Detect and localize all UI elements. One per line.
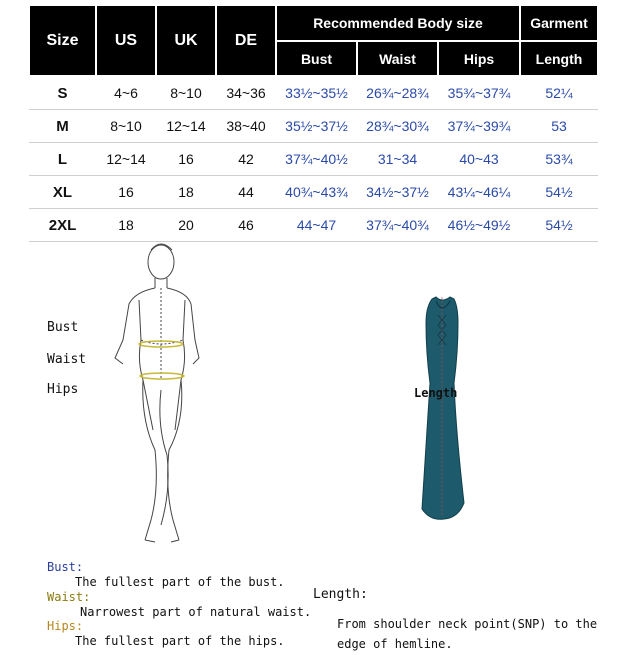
length-term: Length: [313,587,368,602]
cell-us: 12~14 [96,143,156,176]
cell-uk: 12~14 [156,110,216,143]
cell-us: 16 [96,176,156,209]
cell-hips: 35¾~37¾ [438,76,520,110]
cell-de: 38~40 [216,110,276,143]
cell-hips: 43¼~46¼ [438,176,520,209]
cell-us: 18 [96,209,156,242]
cell-hips: 40~43 [438,143,520,176]
cell-waist: 31~34 [357,143,438,176]
table-row [29,176,598,209]
hips-label: Hips [47,382,79,397]
cell-size: L [29,143,96,176]
header-uk: UK [156,5,216,76]
cell-uk: 20 [156,209,216,242]
cell-bust: 33½~35½ [276,76,357,110]
header-hips: Hips [438,41,520,76]
cell-bust: 35½~37½ [276,110,357,143]
table-row [29,143,598,176]
cell-length: 54½ [520,209,598,242]
waist-definition [47,590,311,619]
cell-us: 4~6 [96,76,156,110]
length-description-line-1: From shoulder neck point(SNP) to the [337,617,598,631]
header-bust: Bust [276,41,357,76]
cell-uk: 18 [156,176,216,209]
hips-description: The fullest part of the hips. [75,634,285,648]
cell-de: 34~36 [216,76,276,110]
cell-length: 54½ [520,176,598,209]
cell-hips: 37¾~39¾ [438,110,520,143]
table-row [29,209,598,242]
cell-size: S [29,76,96,110]
bust-definition [47,560,285,589]
cell-us: 8~10 [96,110,156,143]
header-size: Size [29,5,96,76]
cell-uk: 16 [156,143,216,176]
body-figure-icon [95,240,225,550]
cell-bust: 40¾~43¾ [276,176,357,209]
header-de: DE [216,5,276,76]
cell-bust: 37¾~40½ [276,143,357,176]
cell-de: 42 [216,143,276,176]
length-description-line-2: edge of hemline. [337,637,453,651]
cell-de: 46 [216,209,276,242]
cell-bust: 44~47 [276,209,357,242]
waist-term: Waist: [47,590,91,604]
cell-size: 2XL [29,209,96,242]
waist-description: Narrowest part of natural waist. [80,605,312,619]
length-label: Length [414,386,458,400]
cell-hips: 46½~49½ [438,209,520,242]
dress-icon [414,293,472,525]
cell-de: 44 [216,176,276,209]
bust-label: Bust [47,320,79,335]
cell-length: 53 [520,110,598,143]
header-waist: Waist [357,41,438,76]
cell-waist: 37¾~40¾ [357,209,438,242]
cell-waist: 28¾~30¾ [357,110,438,143]
header-length: Length [520,41,598,76]
cell-size: M [29,110,96,143]
cell-length: 53¾ [520,143,598,176]
cell-size: XL [29,176,96,209]
header-us: US [96,5,156,76]
header-garment-group: Garment [520,5,598,41]
table-row [29,110,598,143]
size-chart-table [28,4,599,242]
cell-uk: 8~10 [156,76,216,110]
waist-label: Waist [47,352,87,367]
cell-waist: 26¾~28¾ [357,76,438,110]
table-row [29,76,598,110]
cell-waist: 34½~37½ [357,176,438,209]
hips-definition [47,619,285,648]
bust-term: Bust: [47,560,84,574]
header-body-group: Recommended Body size [276,5,520,41]
bust-description: The fullest part of the bust. [75,575,285,589]
hips-term: Hips: [47,619,84,633]
cell-length: 52¼ [520,76,598,110]
